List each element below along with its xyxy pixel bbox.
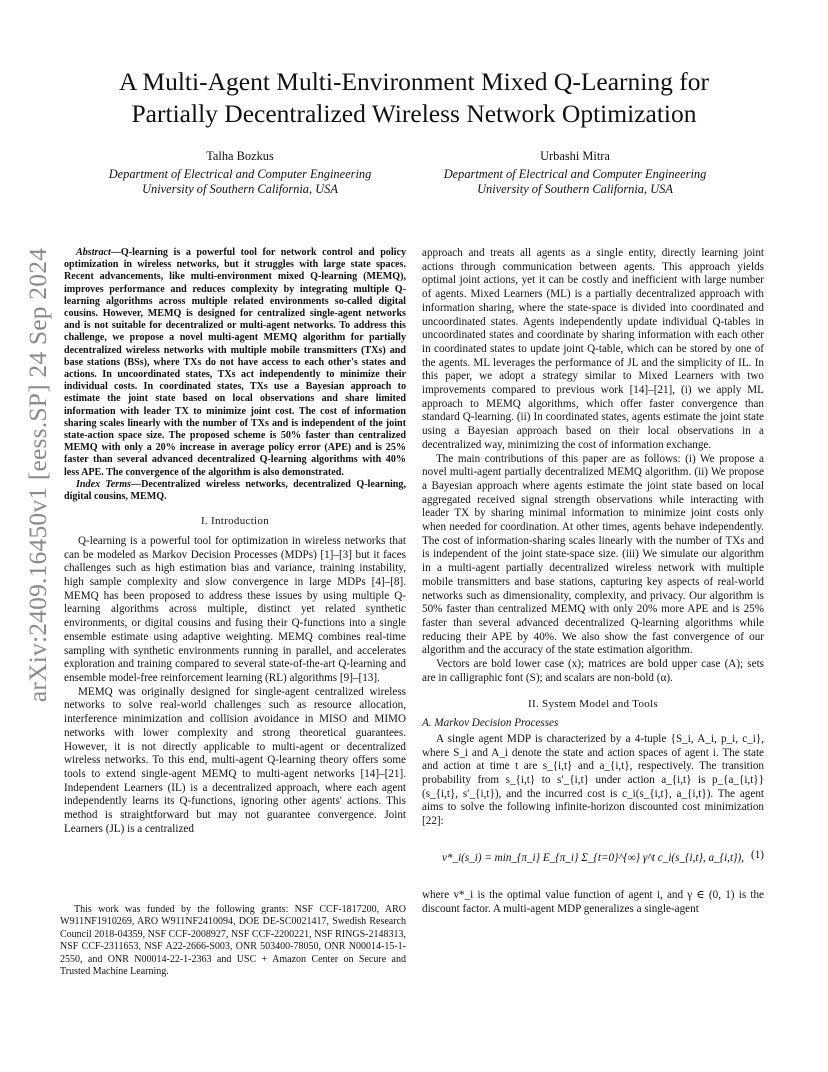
author-name: Urbashi Mitra <box>540 149 610 163</box>
section-heading: I. Introduction <box>200 515 270 528</box>
title-line-2: Partially Decentralized Wireless Network Optimization <box>131 99 697 128</box>
author-dept: Department of Electrical and Computer Engineering <box>443 166 707 181</box>
abstract <box>64 247 406 479</box>
subsection-heading: A. Markov Decision Processes <box>422 717 559 730</box>
equation-1 <box>422 833 764 885</box>
index-terms <box>64 479 406 503</box>
index-lead: Index Terms <box>76 478 131 490</box>
equation-number: (1) <box>751 848 764 861</box>
author-name: Talha Bozkus <box>206 149 274 163</box>
index-text: —Decentralized wireless networks, decentralized Q-learning, digital cousins, MEMQ. <box>64 478 406 503</box>
abstract-text: —Q-learning is a powerful tool for network control and policy optimization in wireless networks, but it struggles with large state spaces. Recent advancements, like multi-environment mixed Q-learning (MEMQ), improves performance and reduces complexity by integrating multiple Q-learning algorithms across multiple related environments so-called digital cousins. However, MEMQ is designed for centralized single-agent networks and is not suitable for decentralized or multi-agent networks. To address this challenge, we propose a novel multi-agent MEMQ algorithm for partially decentralized wireless networks with multiple mobile transmitters (TXs) and base stations (BSs), where TXs do not have access to each other's states and actions. In uncoordinated states, TXs act independently to minimize their individual costs. In coordinated states, TXs use a Bayesian approach to estimate the joint state based on local observations and share limited information with leader TX to minimize joint cost. The cost of information sharing scales linearly with the number of TXs and is independent of the joint state-action space size. The proposed scheme is 50% faster than centralized MEMQ with only a 20% increase in average policy error (APE) and is 25% faster than several advanced decentralized Q-learning algorithms with 40% less APE. The convergence of the algorithm is also demonstrated. <box>64 247 406 478</box>
arxiv-side-stamp: arXiv:2409.16450v1 [eess.SP] 24 Sep 2024 <box>23 247 52 703</box>
paragraph: where v*_i is the optimal value function of agent i, and γ ∈ (0, 1) is the discount factor. A multi-agent MDP generalizes a single-agent <box>422 888 764 915</box>
title-line-1: A Multi-Agent Multi-Environment Mixed Q-Learning for <box>119 67 709 96</box>
right-column <box>422 247 764 916</box>
author-univ: University of Southern California, USA <box>477 182 673 196</box>
equation-body: v*_i(s_i) = min_{π_i} E_{π_i} Σ_{t=0}^{∞} γ^t c_i(s_{i,t}, a_{i,t}), <box>441 851 745 864</box>
author-1 <box>90 149 390 198</box>
paragraph: approach and treats all agents as a single entity, directly learning joint actions through communication between agents. This approach yields optimal joint actions, yet it can be costly and inefficient with large number of agents. Mixed Learners (ML) is a partially decentralized approach with information sharing, where the state-space is divided into coordinated and uncoordinated states. Agents independently update individual Q-tables in uncoordinated states and coordinate by sharing information with each other in coordinated states to update joint Q-table, which can be stored by one of the agents. ML leverages the performance of JL and the simplicity of IL. In this paper, we adopt a strategy similar to Mixed Learners with two improvements compared to previous work [14]–[21], (i) we apply ML approach to MEMQ algorithms, which offer faster convergence than standard Q-learning. (ii) In coordinated states, agents estimate the joint state using a Bayesian approach based on their local observations in a decentralized way, minimizing the cost of information exchange. <box>422 247 764 451</box>
paragraph: MEMQ was originally designed for single-agent centralized wireless networks to solve real-world challenges such as resource allocation, interference minimization and collision avoidance in MISO and MIMO networks with lower complexity and strong theoretical guarantees. However, it is not directly applicable to multi-agent or decentralized wireless networks. To this end, multi-agent Q-learning theory offers some tools to extend single-agent MEMQ to multi-agent networks [14]–[21]. Independent Learners (IL) is a decentralized approach, where each agent independently learns its Q-functions, ignoring other agents' actions. This method is straightforward but may not guarantee convergence. Joint Learners (JL) is a centralized <box>64 685 406 835</box>
paragraph: Vectors are bold lower case (x); matrices are bold upper case (A); sets are in calligraphic font (S); and scalars are non-bold (α). <box>422 658 764 684</box>
footnote-text: This work was funded by the following grants: NSF CCF-1817200, ARO W911NF1910269, ARO W911NF2410094, DOE DE-SC0021417, Swedish Research Council 2018-04359, NSF CCF-2008927, NSF CCF-2200221, NSF RINGS-2148313, NSF CCF-2311653, NSF A22-2666-S003, ONR 503400-78050, ONR N00014-15-1-2550, and ONR N00014-22-1-2363 and USC + Amazon Center on Secure and Trusted Machine Learning. <box>60 904 406 978</box>
section-heading: II. System Model and Tools <box>528 697 658 710</box>
left-column <box>64 247 406 836</box>
paper-title <box>60 66 768 130</box>
paragraph: Q-learning is a powerful tool for optimization in wireless networks that can be modeled as Markov Decision Processes (MDPs) [1]–[3] but it faces challenges such as high estimation bias and variance, training instability, high sample complexity and slow convergence in large MDPs [4]–[8]. MEMQ has been proposed to address these issues by using multiple Q-learning algorithms across multiple, distinct yet related synthetic environments, or digital cousins and fusing their Q-functions into a single ensemble estimate using adaptive weighting. MEMQ combines real-time sampling with synthetic environments running in parallel, and accelerates exploration and training compared to several state-of-the-art Q-learning and ensemble model-free reinforcement learning (RL) algorithms [9]–[13]. <box>64 534 406 684</box>
author-2 <box>425 149 725 198</box>
footnote <box>60 904 406 978</box>
paragraph: A single agent MDP is characterized by a 4-tuple {S_i, A_i, p_i, c_i}, where S_i and A_i denote the state and action spaces of agent i. The state and action at time t are s_{i,t} and a_{i,t}, respectively. The transition probability from s_{i,t} to s′_{i,t} under action a_{i,t} is p_{a_{i,t}}(s_{i,t}, s′_{i,t}), and the incurred cost is c_i(s_{i,t}, a_{i,t}). The agent aims to solve the following infinite-horizon discounted cost minimization [22]: <box>422 732 764 828</box>
paragraph: The main contributions of this paper are as follows: (i) We propose a novel multi-agent partially decentralized MEMQ algorithm. (ii) We propose a Bayesian approach where agents estimate the joint state based on local aggregated received signal strength observations while interacting with leader TX by sharing minimal information to minimize joint costs only when needed for coordination. At other times, agents behave independently. The cost of information-sharing scales linearly with the number of TXs and is independent of the joint state-space size. (iii) We simulate our algorithm in a multi-agent partially decentralized wireless network with multiple mobile transmitters and base stations, capturing key aspects of real-world networks such as dimensionality, complexity, and privacy. Our algorithm is 50% faster than centralized MEMQ with only 20% more APE and is 25% faster than several advanced decentralized Q-learning algorithms while reducing their APE by 40%. We also show the fast convergence of our algorithm and the accuracy of the state estimation algorithm. <box>422 452 764 657</box>
author-dept: Department of Electrical and Computer Engineering <box>108 166 372 181</box>
author-univ: University of Southern California, USA <box>142 182 338 196</box>
abstract-lead: Abstract <box>76 247 111 258</box>
